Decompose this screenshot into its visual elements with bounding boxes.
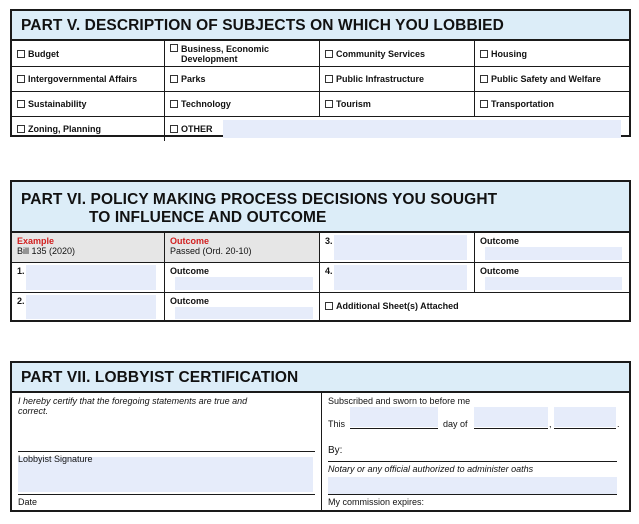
decision-3-input[interactable] — [334, 235, 467, 260]
other-subject-input[interactable] — [223, 120, 621, 138]
decision-2-input[interactable] — [26, 295, 156, 319]
outcome-1-label: Outcome — [170, 266, 210, 276]
checkbox-budget[interactable] — [17, 50, 25, 58]
decision-1-cell — [12, 263, 165, 293]
part-v-title: PART V. DESCRIPTION OF SUBJECTS ON WHICH YOU LOBBIED — [21, 17, 504, 34]
checkbox-other[interactable] — [170, 125, 178, 133]
example-outcome-label: Outcome — [170, 236, 210, 246]
part-vi-title-line1: PART VI. POLICY MAKING PROCESS DECISIONS YOU SOUGHT — [21, 191, 498, 208]
subject-housing[interactable] — [475, 41, 629, 67]
policy-decisions-grid — [12, 233, 629, 322]
decision-3-cell — [320, 233, 475, 263]
decision-4-input[interactable] — [334, 265, 467, 290]
certify-text: I hereby certify that the foregoing statements are true and correct. — [18, 396, 248, 416]
subject-label: Tourism — [336, 99, 371, 109]
checkbox-housing[interactable] — [480, 50, 488, 58]
subject-budget[interactable] — [12, 41, 165, 67]
subject-other[interactable] — [165, 117, 629, 141]
checkbox-public-safety[interactable] — [480, 75, 488, 83]
certification-columns — [12, 393, 629, 510]
subject-transportation[interactable] — [475, 92, 629, 117]
decision-3-number: 3. — [325, 236, 333, 246]
date-line — [18, 494, 315, 495]
date-label: Date — [18, 497, 38, 507]
notary-column — [322, 393, 629, 510]
checkbox-tourism[interactable] — [325, 100, 333, 108]
subject-label: Public Safety and Welfare — [491, 74, 601, 84]
decision-1-number: 1. — [17, 266, 25, 276]
decision-2-number: 2. — [17, 296, 25, 306]
outcome-3-input[interactable] — [485, 247, 622, 260]
subject-label: Public Infrastructure — [336, 74, 425, 84]
outcome-2-input[interactable] — [175, 307, 313, 319]
part-v-section — [10, 9, 631, 137]
lobbyist-signature-label: Lobbyist Signature — [18, 454, 93, 464]
date-input[interactable] — [18, 473, 313, 492]
by-label: By: — [328, 445, 343, 456]
additional-sheets-cell[interactable] — [320, 293, 629, 322]
checkbox-parks[interactable] — [170, 75, 178, 83]
part-vi-header — [12, 182, 629, 233]
subject-label: Sustainability — [28, 99, 87, 109]
subject-label: Transportation — [491, 99, 555, 109]
day-input[interactable] — [350, 407, 438, 427]
part-vi-title-line2: TO INFLUENCE AND OUTCOME — [89, 209, 327, 226]
outcome-1-cell — [165, 263, 320, 293]
subject-tourism[interactable] — [320, 92, 475, 117]
subject-community-services[interactable] — [320, 41, 475, 67]
subject-label: Parks — [181, 74, 206, 84]
comma: , — [549, 419, 552, 429]
decision-1-input[interactable] — [26, 265, 156, 290]
commission-line — [328, 494, 617, 495]
subject-intergovernmental-affairs[interactable] — [12, 67, 165, 92]
outcome-3-cell — [475, 233, 629, 263]
notary-text: Notary or any official authorized to administer oaths — [328, 464, 534, 474]
month-line — [474, 428, 548, 429]
part-vii-section — [10, 361, 631, 512]
outcome-4-input[interactable] — [485, 277, 622, 290]
example-label: Example — [17, 236, 55, 246]
subject-public-infrastructure[interactable] — [320, 67, 475, 92]
checkbox-business[interactable] — [170, 44, 178, 52]
checkbox-technology[interactable] — [170, 100, 178, 108]
part-vii-title: PART VII. LOBBYIST CERTIFICATION — [21, 369, 299, 386]
subject-label: Housing — [491, 48, 527, 59]
checkbox-sustainability[interactable] — [17, 100, 25, 108]
commission-label: My commission expires: — [328, 497, 425, 507]
checkbox-public-infrastructure[interactable] — [325, 75, 333, 83]
subject-label: Community Services — [336, 48, 426, 59]
outcome-1-input[interactable] — [175, 277, 313, 290]
additional-sheets-label: Additional Sheet(s) Attached — [336, 301, 459, 311]
this-label: This — [328, 419, 346, 429]
checkbox-intergovernmental[interactable] — [17, 75, 25, 83]
subject-public-safety-welfare[interactable] — [475, 67, 629, 92]
part-vii-header — [12, 363, 629, 393]
outcome-2-cell — [165, 293, 320, 322]
outcome-3-label: Outcome — [480, 236, 520, 246]
outcome-4-label: Outcome — [480, 266, 520, 276]
example-cell — [12, 233, 165, 263]
year-input[interactable] — [554, 407, 616, 427]
day-line — [350, 428, 438, 429]
subject-zoning-planning[interactable] — [12, 117, 165, 141]
subject-label: OTHER — [181, 124, 213, 134]
day-of-label: day of — [443, 419, 468, 429]
subject-label: Technology — [181, 99, 231, 109]
signature-line — [18, 451, 315, 452]
subject-business-economic-development[interactable] — [165, 41, 320, 67]
example-outcome-cell — [165, 233, 320, 263]
example-outcome-value: Passed (Ord. 20-10) — [170, 246, 252, 256]
period: . — [617, 419, 620, 429]
notary-signature-line — [328, 461, 617, 462]
subscribed-text: Subscribed and sworn to before me — [328, 396, 471, 406]
subject-technology[interactable] — [165, 92, 320, 117]
part-vi-section — [10, 180, 631, 322]
checkbox-additional-sheets[interactable] — [325, 302, 333, 310]
subject-label: Business, Economic Development — [181, 44, 270, 64]
lobbyist-column — [12, 393, 322, 510]
outcome-2-label: Outcome — [170, 296, 210, 306]
decision-2-cell — [12, 293, 165, 322]
subject-label: Budget — [28, 48, 59, 59]
subject-label: Zoning, Planning — [28, 124, 101, 134]
year-line — [554, 428, 616, 429]
month-input[interactable] — [474, 407, 548, 427]
subjects-grid — [12, 41, 629, 141]
checkbox-zoning[interactable] — [17, 125, 25, 133]
checkbox-transportation[interactable] — [480, 100, 488, 108]
commission-input[interactable] — [328, 477, 617, 495]
subject-sustainability[interactable] — [12, 92, 165, 117]
example-value: Bill 135 (2020) — [17, 246, 76, 256]
checkbox-community-services[interactable] — [325, 50, 333, 58]
part-v-header — [12, 11, 629, 41]
outcome-4-cell — [475, 263, 629, 293]
decision-4-cell — [320, 263, 475, 293]
subject-label: Intergovernmental Affairs — [28, 74, 138, 84]
subject-parks[interactable] — [165, 67, 320, 92]
decision-4-number: 4. — [325, 266, 333, 276]
